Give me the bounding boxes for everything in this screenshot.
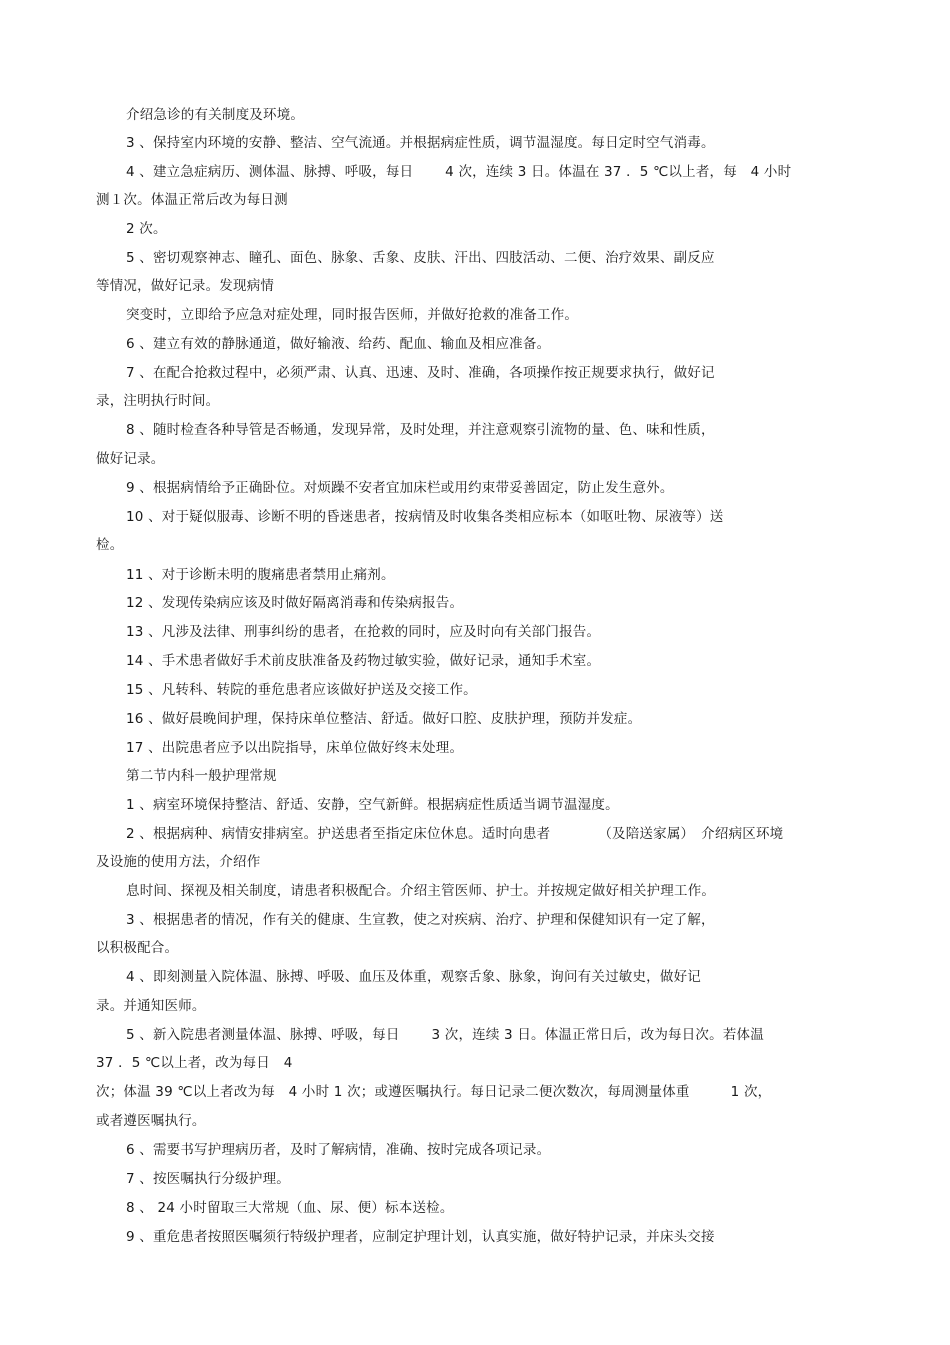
text-line: 息时间、探视及相关制度，请患者积极配合。介绍主管医师、护士。并按规定做好相关护理工作。 [126,883,716,899]
text-line: 16 、做好晨晚间护理，保持床单位整洁、舒适。做好口腔、皮肤护理，预防并发症。 [126,711,642,727]
text-line: 7 、按医嘱执行分级护理。 [126,1171,290,1187]
text-line: 1 、病室环境保持整洁、舒适、安静，空气新鲜。根据病症性质适当调节温湿度。 [126,797,619,813]
text-line: 录，注明执行时间。 [96,393,220,409]
text-line: 13 、凡涉及法律、刑事纠纷的患者，在抢救的同时，应及时向有关部门报告。 [126,624,601,640]
text-line: 检。 [96,537,124,553]
text-line: 5 、新入院患者测量体温、脉搏、呼吸，每日 3 次，连续 3 日。体温正常日后，改为每日次。若体温 [126,1027,764,1043]
text-line: 做好记录。 [96,451,165,467]
text-line: 10 、对于疑似服毒、诊断不明的昏迷患者，按病情及时收集各类相应标本（如呕吐物、尿液等）送 [126,509,724,525]
text-line: 17 、出院患者应予以出院指导，床单位做好终末处理。 [126,740,464,756]
text-line: 2 、根据病种、病情安排病室。护送患者至指定床位休息。适时向患者 （及陪送家属） 介绍病区环境 [126,826,784,842]
section-heading: 第二节内科一般护理常规 [126,768,277,784]
text-line: 等情况，做好记录。发现病情 [96,278,275,294]
text-line: 7 、在配合抢救过程中，必须严肃、认真、迅速、及时、准确，各项操作按正规要求执行，做好记 [126,365,715,381]
text-line: 5 、密切观察神志、瞳孔、面色、脉象、舌象、皮肤、汗出、四肢活动、二便、治疗效果、副反应 [126,250,715,266]
text-line: 6 、建立有效的静脉通道，做好输液、给药、配血、输血及相应准备。 [126,336,551,352]
text-line: 测１次。体温正常后改为每日测 [96,192,288,208]
text-line: 9 、重危患者按照医嘱须行特级护理者，应制定护理计划，认真实施，做好特护记录，并床头交接 [126,1229,715,1245]
text-line: 11 、对于诊断未明的腹痛患者禁用止痛剂。 [126,567,395,583]
text-line: 3 、保持室内环境的安静、整洁、空气流通。并根据病症性质，调节温湿度。每日定时空气消毒。 [126,135,715,151]
text-line: 4 、即刻测量入院体温、脉搏、呼吸、血压及体重，观察舌象、脉象，询问有关过敏史，做好记 [126,969,701,985]
text-line: 6 、需要书写护理病历者，及时了解病情，准确、按时完成各项记录。 [126,1142,551,1158]
text-line: 或者遵医嘱执行。 [96,1113,206,1129]
text-line: 录。并通知医师。 [96,998,206,1014]
text-line: 8 、随时检查各种导管是否畅通，发现异常，及时处理，并注意观察引流物的量、色、味和性质， [126,422,715,438]
text-line: 2 次。 [126,221,167,237]
text-line: 突变时，立即给予应急对症处理，同时报告医师，并做好抢救的准备工作。 [126,307,579,323]
text-line: 12 、发现传染病应该及时做好隔离消毒和传染病报告。 [126,595,464,611]
text-line: 14 、手术患者做好手术前皮肤准备及药物过敏实验，做好记录，通知手术室。 [126,653,601,669]
text-line: 15 、凡转科、转院的垂危患者应该做好护送及交接工作。 [126,682,477,698]
text-line: 3 、根据患者的情况，作有关的健康、生宣教，使之对疾病、治疗、护理和保健知识有一定了解， [126,912,715,928]
text-line: 8 、 24 小时留取三大常规（血、尿、便）标本送检。 [126,1200,454,1216]
text-line: 以积极配合。 [96,940,179,956]
text-line: 次；体温 39 ℃以上者改为每 4 小时 1 次；或遵医嘱执行。每日记录二便次数次，每周测量体重 1 次， [96,1084,772,1100]
text-line: 4 、建立急症病历、测体温、脉搏、呼吸，每日 4 次，连续 3 日。体温在 37 ．5 ℃以上者，每 4 小时 [126,164,792,180]
text-line: 37 ．5 ℃以上者，改为每日 4 [96,1055,293,1071]
text-line: 及设施的使用方法，介绍作 [96,854,261,870]
text-line: 9 、根据病情给予正确卧位。对烦躁不安者宜加床栏或用约束带妥善固定，防止发生意外。 [126,480,674,496]
text-line: 介绍急诊的有关制度及环境。 [126,107,305,123]
